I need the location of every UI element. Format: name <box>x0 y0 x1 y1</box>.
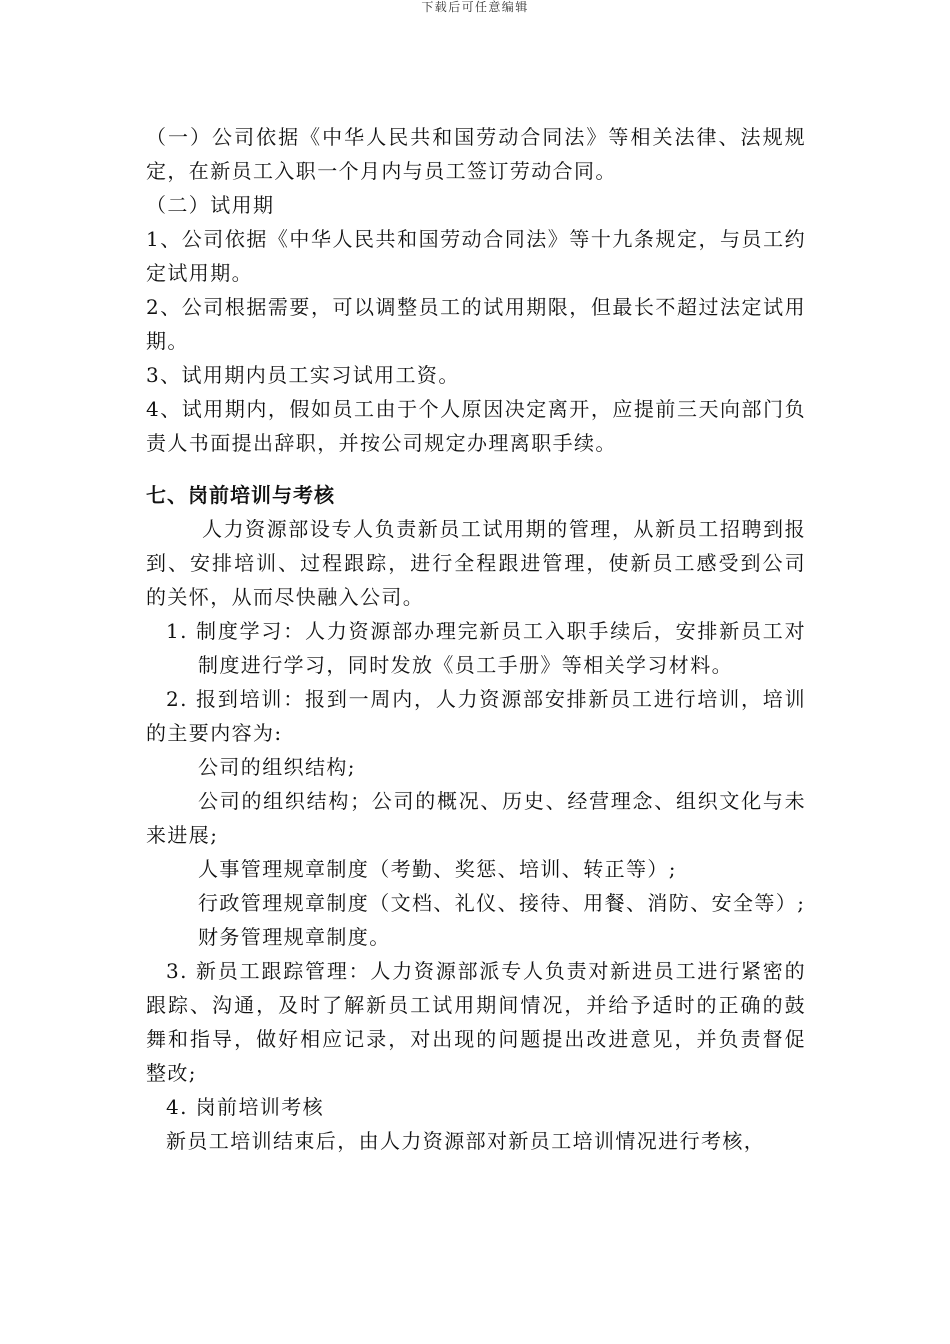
training-closing: 新员工培训结束后，由人力资源部对新员工培训情况进行考核， <box>166 1129 766 1153</box>
training-item-2: 2. 报到培训：报到一周内，人力资源部安排新员工进行培训，培训的主要内容为: <box>146 687 806 745</box>
section-title: 七、岗前培训与考核 <box>146 483 335 507</box>
section-intro: 人力资源部设专人负责新员工试用期的管理，从新员工招聘到报到、安排培训、过程跟踪，进行全程跟进管理，使新员工感受到公司的关怀，从而尽快融入公司。 <box>146 517 806 609</box>
training-sub-item: 行政管理规章制度（文档、礼仪、接待、用餐、消防、安全等）; <box>198 891 806 915</box>
paragraph-probation-3: 3、试用期内员工实习试用工资。 <box>146 363 460 387</box>
training-sub-item: 人事管理规章制度（考勤、奖惩、培训、转正等）; <box>198 857 677 881</box>
training-sub-item: 公司的组织结构；公司的概况、历史、经营理念、组织文化与未来进展; <box>146 789 806 847</box>
training-sub-item: 公司的组织结构; <box>198 755 356 779</box>
paragraph-probation-1: 1、公司依据《中华人民共和国劳动合同法》等十九条规定，与员工约定试用期。 <box>146 227 806 285</box>
training-sub-item: 财务管理规章制度。 <box>198 925 391 949</box>
training-item-3: 3. 新员工跟踪管理：人力资源部派专人负责对新进员工进行紧密的跟踪、沟通，及时了解新员工试用期间情况，并给予适时的正确的鼓舞和指导，做好相应记录，对出现的问题提出改进意见，并负责督促整改; <box>146 959 806 1085</box>
paragraph-probation-2: 2、公司根据需要，可以调整员工的试用期限，但最长不超过法定试用期。 <box>146 295 806 353</box>
document-body <box>146 120 806 1158</box>
paragraph-contract: （一）公司依据《中华人民共和国劳动合同法》等相关法律、法规规定，在新员工入职一个月内与员工签订劳动合同。 <box>146 125 806 183</box>
paragraph-probation-4: 4、试用期内，假如员工由于个人原因决定离开，应提前三天向部门负责人书面提出辞职，并按公司规定办理离职手续。 <box>146 397 806 455</box>
paragraph-probation-heading: （二）试用期 <box>146 193 275 217</box>
training-item-1: 1. 制度学习：人力资源部办理完新员工入职手续后，安排新员工对制度进行学习，同时发放《员工手册》等相关学习材料。 <box>166 619 806 677</box>
header-note: 下载后可任意编辑 <box>421 0 529 14</box>
training-item-4: 4. 岗前培训考核 <box>166 1095 325 1119</box>
